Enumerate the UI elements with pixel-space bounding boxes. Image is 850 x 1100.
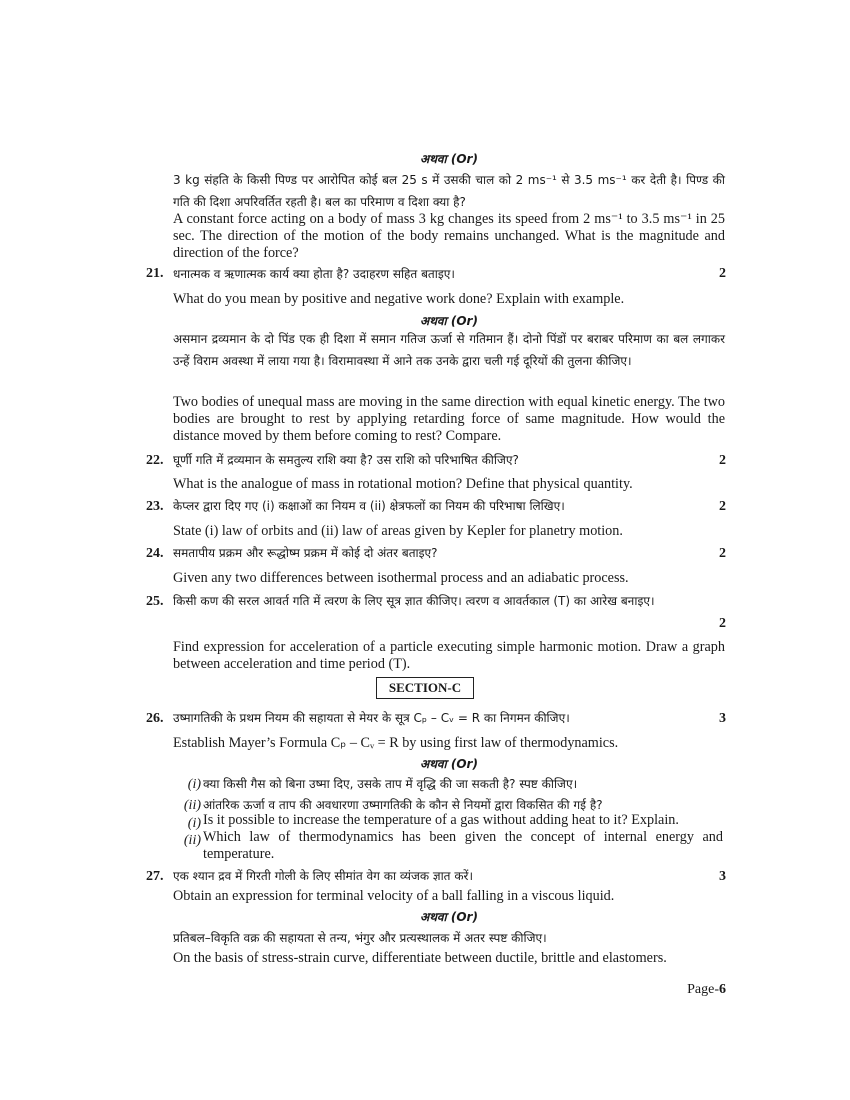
page-prefix: Page- bbox=[687, 982, 719, 997]
or-question-english: Two bodies of unequal mass are moving in the same direction with equal kinetic energy. The two bodies are brought to rest by applying retarding force of same magnitude. How would the distance moved by them before coming to rest? Compare. bbox=[173, 394, 725, 444]
question-number: 26. bbox=[146, 711, 164, 726]
question-hindi: उष्मागतिकी के प्रथम नियम की सहायता से मेयर के सूत्र Cₚ – Cᵥ = R का निगमन कीजिए। bbox=[173, 711, 570, 725]
sub-text: Is it possible to increase the temperature of a gas without adding heat to it? Explain. bbox=[203, 812, 679, 828]
or-question-hindi: 3 kg संहति के किसी पिण्ड पर आरोपित कोई बल 25 s में उसकी चाल को 2 ms⁻¹ से 3.5 ms⁻¹ कर देती है। पिण्ड की गति की दिशा अपरिवर्तित रहती है। बल का परिमाण व दिशा क्या है? bbox=[173, 173, 725, 209]
page-number-value: 6 bbox=[719, 982, 726, 997]
sub-text: Which law of thermodynamics has been given the concept of internal energy and temperature. bbox=[203, 829, 723, 862]
or-heading: अथवा (Or) bbox=[420, 910, 478, 924]
question-hindi: समतापीय प्रक्रम और रूद्धोष्म प्रक्रम में कोई दो अंतर बताइए? bbox=[173, 546, 438, 560]
sub-text: आंतरिक ऊर्जा व ताप की अवधारणा उष्मागतिकी के कौन से नियमों द्वारा विकसित की गई है? bbox=[203, 798, 603, 812]
question-number: 21. bbox=[146, 266, 164, 281]
sub-question bbox=[173, 773, 725, 795]
section-heading: SECTION-C bbox=[376, 677, 474, 699]
question-number: 22. bbox=[146, 453, 164, 468]
question-english: Obtain an expression for terminal velocity of a ball falling in a viscous liquid. bbox=[173, 888, 615, 904]
question-english: State (i) law of orbits and (ii) law of areas given by Kepler for planetry motion. bbox=[173, 523, 623, 539]
or-heading: अथवा (Or) bbox=[420, 314, 478, 328]
or-question-hindi: प्रतिबल–विकृति वक्र की सहायता से तन्य, भंगुर और प्रत्यस्थालक में अतर स्पष्ट कीजिए। bbox=[173, 931, 547, 945]
marks: 2 bbox=[719, 616, 726, 631]
question-english: Given any two differences between isothermal process and an adiabatic process. bbox=[173, 570, 629, 586]
marks: 3 bbox=[719, 869, 726, 884]
question-english: What is the analogue of mass in rotational motion? Define that physical quantity. bbox=[173, 476, 633, 492]
or-question-hindi: असमान द्रव्यमान के दो पिंड एक ही दिशा में समान गतिज ऊर्जा से गतिमान हैं। दोनो पिंडों पर बराबर परिमाण का बल लगाकर उन्हें विराम अवस्था में लाया गया है। विरामावस्था में आने तक उनके द्वारा चली गई दूरियों की तुलना कीजिए। bbox=[173, 332, 725, 368]
question-hindi: किसी कण की सरल आवर्त गति में त्वरण के लिए सूत्र ज्ञात कीजिए। त्वरण व आवर्तकाल (T) का आरेख बनाइए। bbox=[173, 594, 655, 608]
or-heading: अथवा (Or) bbox=[420, 152, 478, 166]
question-number: 23. bbox=[146, 499, 164, 514]
question-hindi: धनात्मक व ऋणात्मक कार्य क्या होता है? उदाहरण सहित बताइए। bbox=[173, 267, 455, 281]
marks: 2 bbox=[719, 499, 726, 514]
or-heading: अथवा (Or) bbox=[420, 757, 478, 771]
question-hindi: घूर्णी गति में द्रव्यमान के समतुल्य राशि क्या है? उस राशि को परिभाषित कीजिए? bbox=[173, 453, 519, 467]
question-hindi: केप्लर द्वारा दिए गए (i) कक्षाओं का नियम व (ii) क्षेत्रफलों का नियम की परिभाषा लिखिए। bbox=[173, 499, 565, 513]
page-number bbox=[680, 982, 726, 998]
sub-label: (ii) bbox=[183, 833, 201, 848]
sub-label: (i) bbox=[187, 777, 201, 792]
sub-text: क्या किसी गैस को बिना उष्मा दिए, उसके ताप में वृद्धि की जा सकती है? स्पष्ट कीजिए। bbox=[203, 777, 578, 791]
sub-question bbox=[173, 829, 725, 863]
sub-label: (i) bbox=[187, 816, 201, 831]
question-number: 24. bbox=[146, 546, 164, 561]
or-question-english: A constant force acting on a body of mass 3 kg changes its speed from 2 ms⁻¹ to 3.5 ms⁻¹ in 25 sec. The direction of the motion of the body remains unchanged. What is the magnitude and direction of the force? bbox=[173, 211, 725, 261]
question-english: Find expression for acceleration of a particle executing simple harmonic motion. Draw a graph between acceleration and time period (T). bbox=[173, 639, 725, 672]
question-number: 27. bbox=[146, 869, 164, 884]
marks: 3 bbox=[719, 711, 726, 726]
question-number: 25. bbox=[146, 594, 164, 609]
question-english: Establish Mayer’s Formula Cₚ – Cᵥ = R by using first law of thermodynamics. bbox=[173, 735, 619, 751]
marks: 2 bbox=[719, 266, 726, 281]
marks: 2 bbox=[719, 453, 726, 468]
sub-label: (ii) bbox=[183, 798, 201, 813]
question-hindi: एक श्यान द्रव में गिरती गोली के लिए सीमांत वेग का व्यंजक ज्ञात करें। bbox=[173, 869, 474, 883]
or-question-english: On the basis of stress-strain curve, differentiate between ductile, brittle and elastomers. bbox=[173, 950, 667, 966]
marks: 2 bbox=[719, 546, 726, 561]
question-english: What do you mean by positive and negative work done? Explain with example. bbox=[173, 291, 625, 307]
